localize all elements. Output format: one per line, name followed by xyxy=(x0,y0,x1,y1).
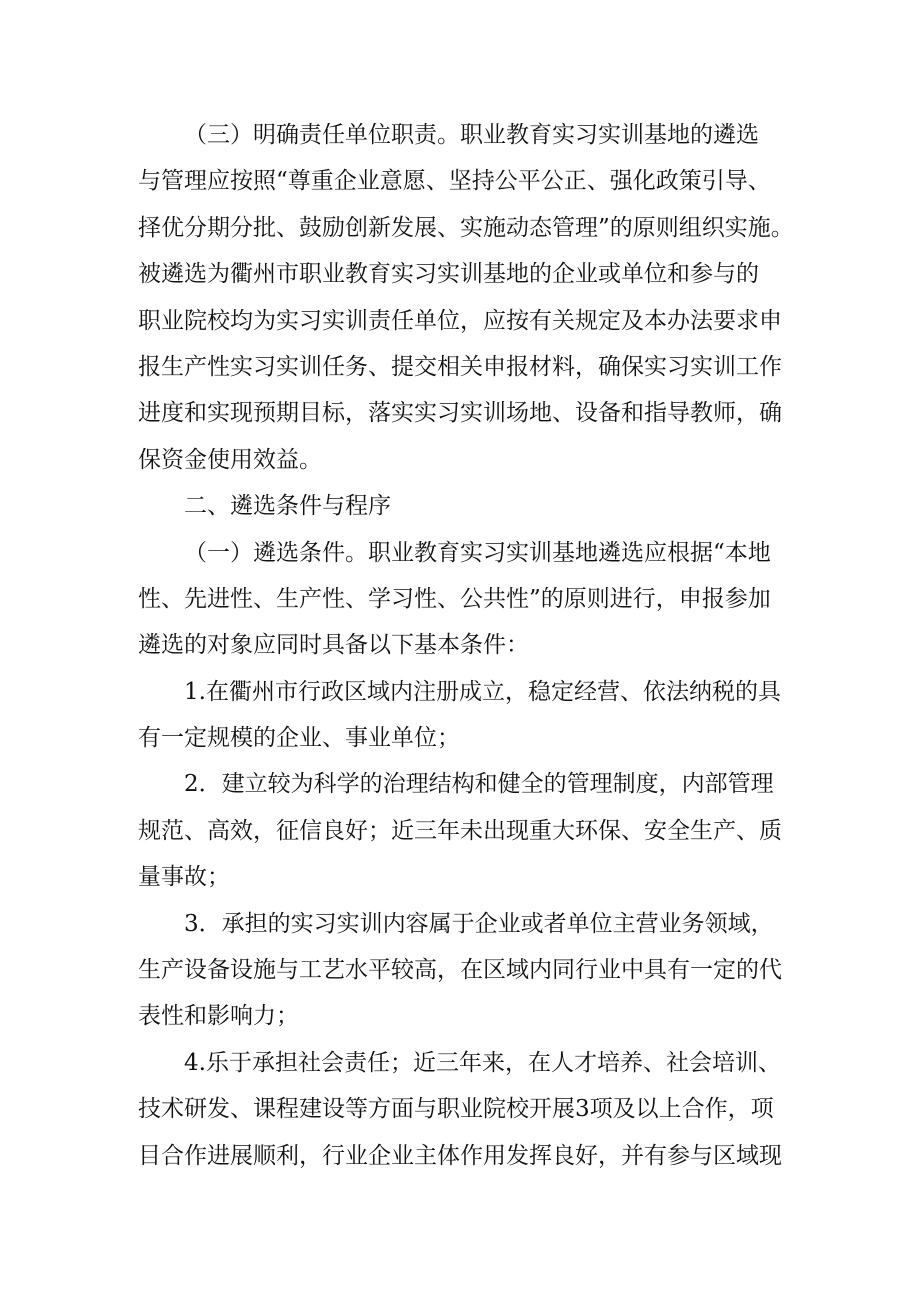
list-item-line: 目合作进展顺利，行业企业主体作用发挥良好，并有参与区域现 xyxy=(138,1142,782,1169)
text-line: 进度和实现预期目标，落实实习实训场地、设备和指导教师，确 xyxy=(138,400,782,427)
text-line: 性、先进性、生产性、学习性、公共性”的原则进行，申报参加 xyxy=(138,585,771,612)
list-item-line: 2．建立较为科学的治理结构和健全的管理制度，内部管理 xyxy=(184,771,774,798)
text-line: （三）明确责任单位职责。职业教育实习实训基地的遴选 xyxy=(184,122,759,148)
list-item-line: 1.在衢州市行政区域内注册成立，稳定经营、依法纳税的具 xyxy=(184,678,781,705)
document-body xyxy=(138,112,810,1179)
text-line: 遴选的对象应同时具备以下基本条件： xyxy=(138,632,529,659)
text-line: 与管理应按照“尊重企业意愿、坚持公平公正、强化政策引导、 xyxy=(138,168,771,195)
text-line: 职业院校均为实习实训责任单位，应按有关规定及本办法要求申 xyxy=(138,307,782,334)
list-item-line: 量事故； xyxy=(138,864,230,891)
list-item-line: 生产设备设施与工艺水平较高，在区域内同行业中具有一定的代 xyxy=(138,957,782,984)
text-line: 择优分期分批、鼓励创新发展、实施动态管理”的原则组织实施。 xyxy=(138,214,794,241)
list-item-line: 有一定规模的企业、事业单位； xyxy=(138,725,460,752)
list-item-line: 规范、高效，征信良好；近三年未出现重大环保、安全生产、质 xyxy=(138,817,782,844)
list-item-line: 4.乐于承担社会责任；近三年来，在人才培养、社会培训、 xyxy=(184,1049,781,1076)
section-heading: 二、遴选条件与程序 xyxy=(184,493,391,520)
list-item-line: 技术研发、课程建设等方面与职业院校开展3项及以上合作，项 xyxy=(138,1096,774,1123)
text-line: （一）遴选条件。职业教育实习实训基地遴选应根据“本地 xyxy=(184,539,771,566)
text-line: 保资金使用效益。 xyxy=(138,446,322,473)
text-line: 被遴选为衢州市职业教育实习实训基地的企业或单位和参与的 xyxy=(138,261,759,288)
text-line: 报生产性实习实训任务、提交相关申报材料，确保实习实训工作 xyxy=(138,353,782,380)
list-item-line: 表性和影响力； xyxy=(138,1003,299,1030)
list-item-line: 3．承担的实习实训内容属于企业或者单位主营业务领域， xyxy=(184,910,774,937)
